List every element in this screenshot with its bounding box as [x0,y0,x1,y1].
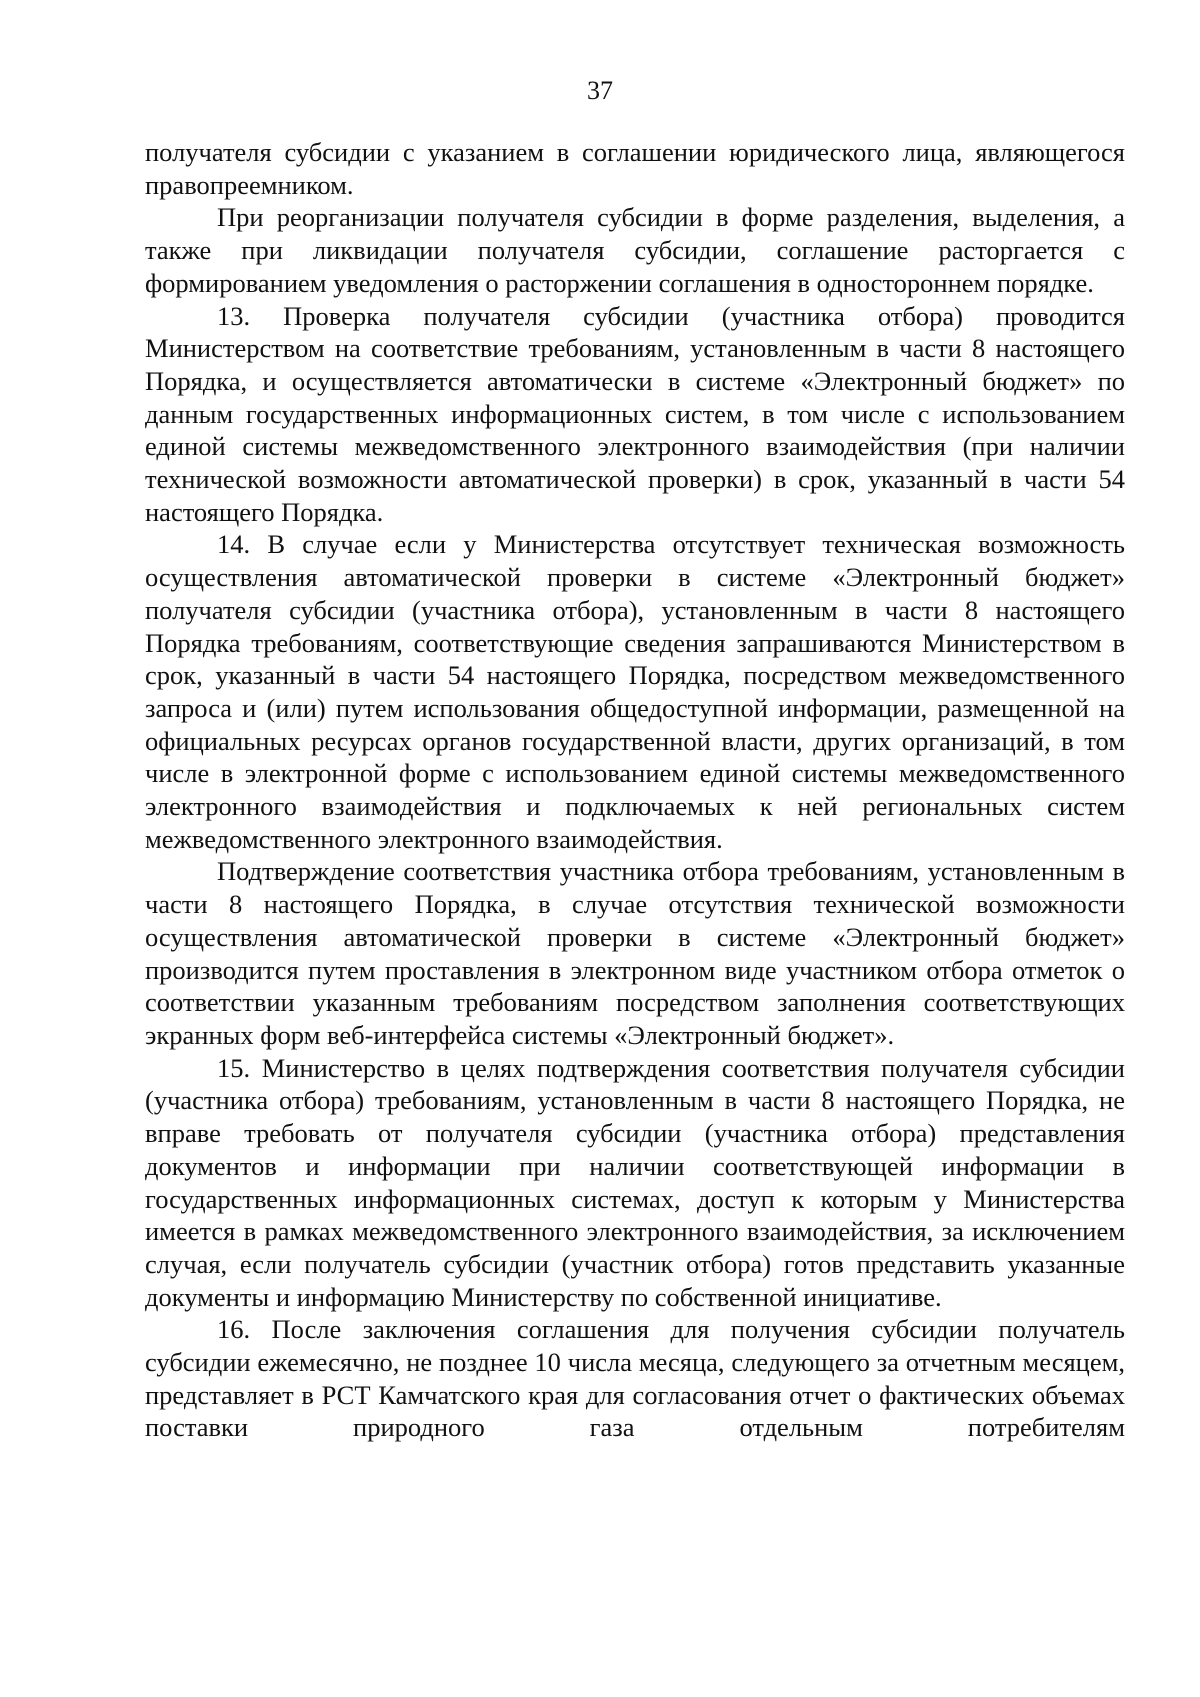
paragraph-16: 16. После заключения соглашения для получения субсидии получатель субсидии ежемесячно, не позднее 10 числа месяца, следующего за отчетным месяцем, представляет в РСТ Камчатского края для согласования отчет о фактических объемах поставки природного газа отдельным потребителям [145,1314,1125,1443]
paragraph-13: 13. Проверка получателя субсидии (участника отбора) проводится Министерством на соответствие требованиям, установленным в части 8 настоящего Порядка, и осуществляется автоматически в системе «Электронный бюджет» по данным государственных информационных систем, в том числе с использованием единой системы межведомственного электронного взаимодействия (при наличии технической возможности автоматической проверки) в срок, указанный в части 54 настоящего Порядка. [145,300,1125,527]
document-body [145,136,1125,1444]
paragraph-reorganization: При реорганизации получателя субсидии в форме разделения, выделения, а также при ликвидации получателя субсидии, соглашение расторгается с формированием уведомления о расторжении соглашения в одностороннем порядке. [145,202,1125,298]
paragraph-continuation: получателя субсидии с указанием в соглашении юридического лица, являющегося правопреемником. [145,137,1125,200]
page-number: 37 [587,76,613,105]
paragraph-15: 15. Министерство в целях подтверждения соответствия получателя субсидии (участника отбора) требованиям, установленным в части 8 настоящего Порядка, не вправе требовать от получателя субсидии (участника отбора) представления документов и информации при наличии соответствующей информации в государственных информационных системах, доступ к которым у Министерства имеется в рамках межведомственного электронного взаимодействия, за исключением случая, если получатель субсидии (участник отбора) готов представить указанные документы и информацию Министерству по собственной инициативе. [145,1052,1125,1312]
paragraph-confirmation: Подтверждение соответствия участника отбора требованиям, установленным в части 8 настоящего Порядка, в случае отсутствия технической возможности осуществления автоматической проверки в системе «Электронный бюджет» производится путем проставления в электронном виде участником отбора отметок о соответствии указанным требованиям посредством заполнения соответствующих экранных форм веб-интерфейса системы «Электронный бюджет». [145,856,1125,1050]
paragraph-14: 14. В случае если у Министерства отсутствует техническая возможность осуществления автоматической проверки в системе «Электронный бюджет» получателя субсидии (участника отбора), установленным в части 8 настоящего Порядка требованиям, соответствующие сведения запрашиваются Министерством в срок, указанный в части 54 настоящего Порядка, посредством межведомственного запроса и (или) путем использования общедоступной информации, размещенной на официальных ресурсах органов государственной власти, других организаций, в том числе в электронной форме с использованием единой системы межведомственного электронного взаимодействия и подключаемых к ней региональных систем межведомственного электронного взаимодействия. [145,529,1125,854]
